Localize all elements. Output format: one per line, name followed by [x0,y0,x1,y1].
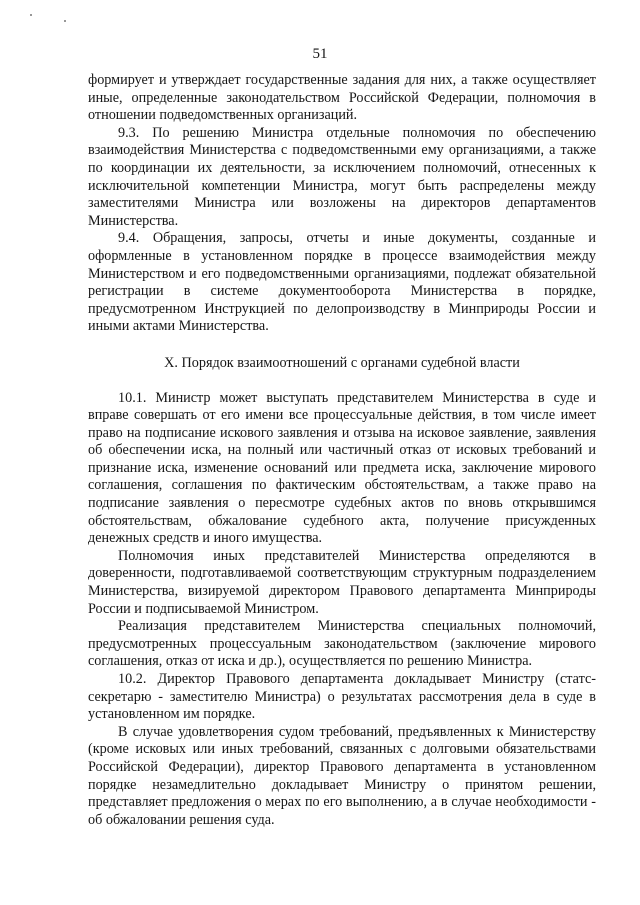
scan-speck [64,20,66,22]
paragraph: В случае удовлетворения судом требований, предъявленных к Министерству (кроме исковых или иных требований, связанных с долговыми обязательствами Российской Федерации), директор Правового департамента в установленном порядке незамедлительно докладывает Министру о принятом решении, представляет предложения о мерах по его выполнению, а в случае необходимости - об обжаловании решения суда. [88,723,596,828]
section-heading: X. Порядок взаимоотношений с органами судебной власти [164,354,520,371]
paragraph: формирует и утверждает государственные задания для них, а также осуществляет иные, определенные законодательством Российской Федерации, полномочия в отношении подведомственных организаций. [88,72,596,124]
paragraph-9-3: 9.3. По решению Министра отдельные полномочия по обеспечению взаимодействия Министерства с подведомственными ему организациями, а также по координации их деятельности, за исключением полномочий, отнесенных к исключительной компетенции Министра, могут быть распределены между заместителями Министра или возложены на директоров департаментов Министерства. [88,124,596,229]
paragraph: Полномочия иных представителей Министерства определяются в доверенности, подготавливаемой соответствующим структурным подразделением Министерства, визируемой директором Правового департамента Минприроды России и подписываемой Министром. [88,547,596,617]
page-number: 51 [312,46,328,62]
scan-speck [30,14,32,16]
paragraph-10-2: 10.2. Директор Правового департамента докладывает Министру (статс-секретарю - заместителю Министра) о результатах рассмотрения дела в суде в установленном им порядке. [88,671,596,723]
paragraph: Реализация представителем Министерства специальных полномочий, предусмотренных процессуальным законодательством (заключение мирового соглашения, отказ от иска и др.), осуществляется по решению Министра. [88,618,596,670]
paragraph-10-1: 10.1. Министр может выступать представителем Министерства в суде и вправе совершать от его имени все процессуальные действия, в том числе имеет право на подписание искового заявления и отзыва на исковое заявление, заявления об обеспечении иска, на полный или частичный отказ от исковых требований и признание иска, изменение оснований или предмета иска, заключение мирового соглашения, соглашения по фактическим обстоятельствам, а также право на подписание заявления о пересмотре судебных актов по вновь открывшимся обстоятельствам, обжалование судебного акта, получение присужденных денежных средств и иного имущества. [88,389,596,547]
document-body [88,72,596,829]
paragraph-9-4: 9.4. Обращения, запросы, отчеты и иные документы, созданные и оформленные в установленном порядке в процессе взаимодействия между Министерством и его подведомственными организациями, подлежат обязательной регистрации в системе документооборота Министерства в порядке, предусмотренном Инструкцией по делопроизводству в Минприроды России и иными актами Министерства. [88,230,596,335]
